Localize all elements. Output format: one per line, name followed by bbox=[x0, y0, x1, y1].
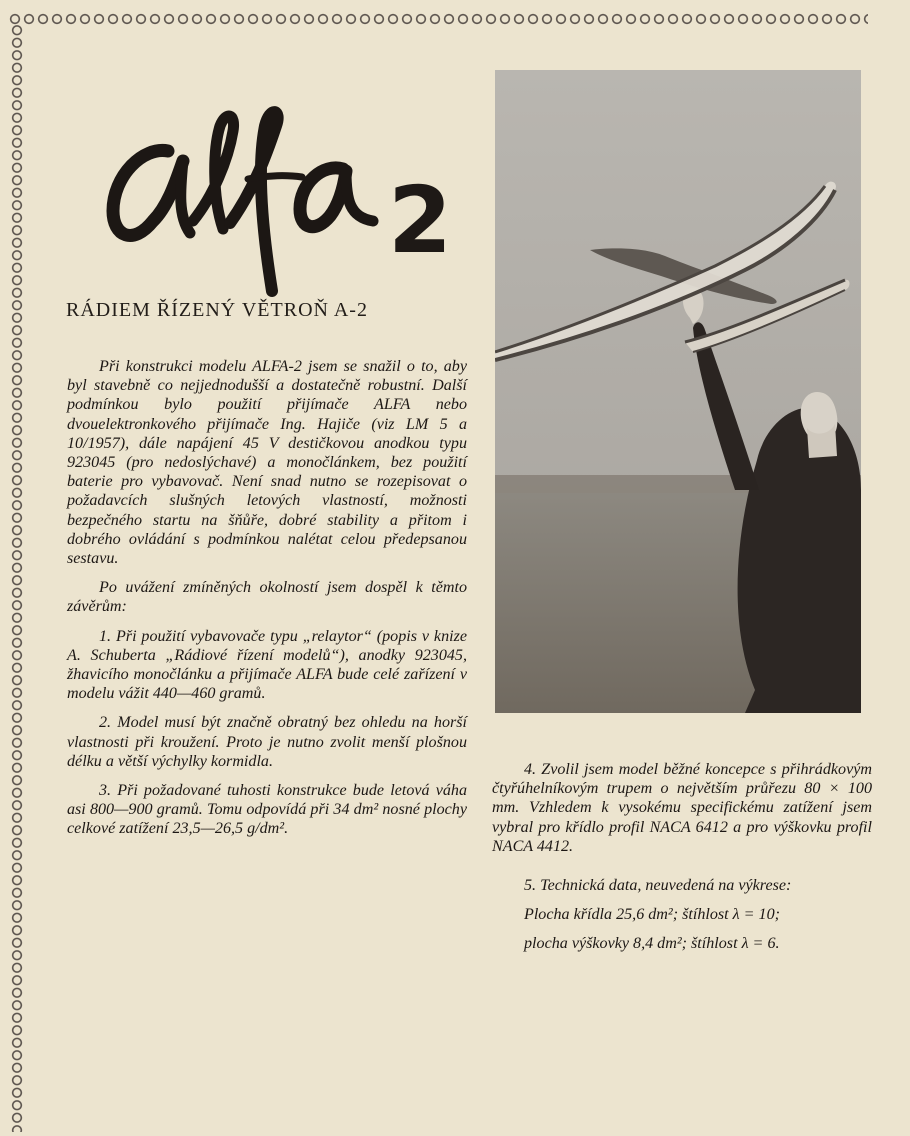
paragraph: 5. Technická data, neuvedená na výkrese: bbox=[524, 877, 792, 895]
paragraph: plocha výškovky 8,4 dm²; štíhlost λ = 6. bbox=[524, 935, 780, 953]
decorative-ring-border-top bbox=[8, 10, 868, 28]
paragraph: Při konstrukci modelu ALFA-2 jsem se snažil o to, aby byl stavebně co nejjednodušší a dostatečně robustní. Další podmínkou bylo použití přijímače ALFA nebo dvouelektronkového přijímače Ing. Hajiče (viz LM 5 a 10/1957), dále napájení 45 V destičkovou anodkou typu 923045 (pro nedoslýchavé) a monočlánkem, bez použití baterie pro vybavovač. Není snad nutno se rozepisovat o požadavcích slušných letových vlastností, možnosti bezpečného startu na šňůře, dobré stability a přitom i dobrého ovládání s podmínkou nalétat celou předepsanou sestavu. bbox=[67, 358, 467, 568]
photo-illustration bbox=[495, 70, 861, 713]
title-block bbox=[88, 83, 468, 308]
paragraph: 2. Model musí být značně obratný bez ohledu na horší vlastnosti při kroužení. Proto je nutno zvolit menší plošnou délku a větší výchylky kormidla. bbox=[67, 714, 467, 770]
decorative-ring-border-left bbox=[8, 24, 26, 1132]
paragraph: 3. Při požadované tuhosti konstrukce bude letová váha asi 800—900 gramů. Tomu odpovídá při 34 dm² nosné plochy celkové zatížení 23,5—26,5 g/dm². bbox=[67, 782, 467, 838]
paragraph: Po uvážení zmíněných okolností jsem dospěl k těmto závěrům: bbox=[67, 579, 467, 616]
alfa-script-logo bbox=[88, 91, 388, 301]
title-number: 2 bbox=[388, 167, 452, 274]
paragraph: 1. Při použití vybavovače typu „relaytor“ (popis v knize A. Schuberta „Rádiové řízení modelů“), anodky 923045, žhavicího monočlánku a přijímače ALFA bude celé zařízení v modelu vážit 440—460 gramů. bbox=[67, 627, 467, 703]
article-subtitle: RÁDIEM ŘÍZENÝ VĚTROŇ A-2 bbox=[66, 299, 368, 321]
paragraph: 4. Zvolil jsem model běžné koncepce s přihrádkovým čtyřúhelníkovým trupem o největším průřezu 80 × 100 mm. Vzhledem k vysokému specifickému zatížení jsem vybral pro křídlo profil NACA 6412 a pro výškovku profil NACA 4412. bbox=[492, 761, 872, 855]
left-text-column bbox=[67, 357, 467, 849]
right-text-column bbox=[492, 760, 872, 964]
photo-man-launching-glider bbox=[495, 70, 861, 713]
paragraph: Plocha křídla 25,6 dm²; štíhlost λ = 10; bbox=[524, 906, 780, 924]
